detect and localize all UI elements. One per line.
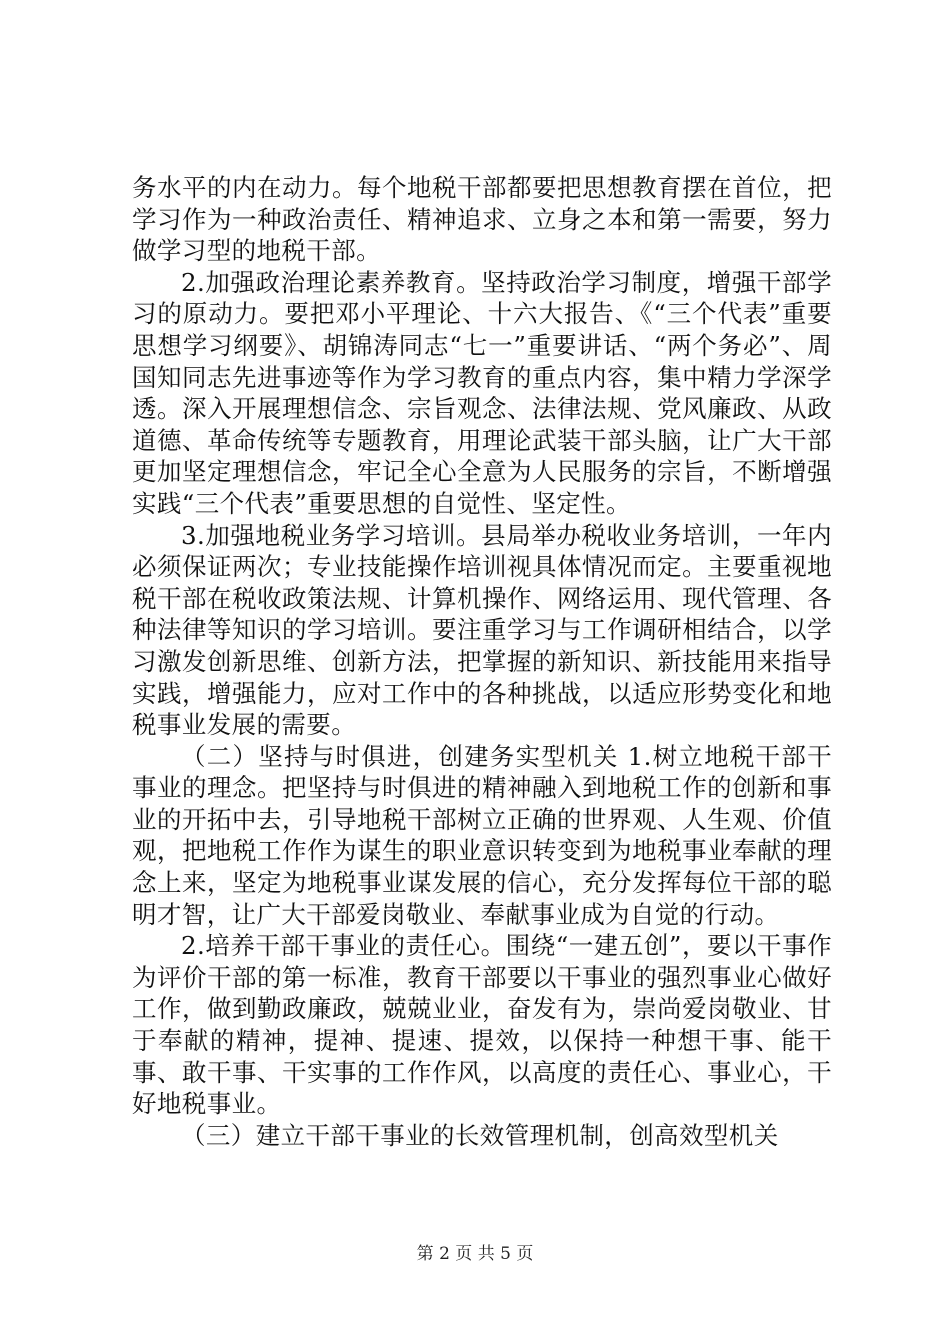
paragraph-political-theory: 2.加强政治理论素养教育。坚持政治学习制度，增强干部学习的原动力。要把邓小平理论、十六大报告、《“三个代表”重要思想学习纲要》、胡锦涛同志“七一”重要讲话、“两个务必”、周国知同志先进事迹等作为学习教育的重点内容，集中精力学深学透。深入开展理想信念、宗旨观念、法律法规、党风廉政、从政道德、革命传统等专题教育，用理论武装干部头脑，让广大干部更加坚定理想信念，牢记全心全意为人民服务的宗旨，不断增强实践“三个代表”重要思想的自觉性、坚定性。 (132, 267, 832, 518)
paragraph-business-training: 3.加强地税业务学习培训。县局举办税收业务培训，一年内必须保证两次；专业技能操作培训视具体情况而定。主要重视地税干部在税收政策法规、计算机操作、网络运用、现代管理、各种法律等知识的学习培训。要注重学习与工作调研相结合，以学习激发创新思维、创新方法，把掌握的新知识、新技能用来指导实践，增强能力，应对工作中的各种挑战，以适应形势变化和地税事业发展的需要。 (132, 520, 832, 740)
paragraph-continuation: 务水平的内在动力。每个地税干部都要把思想教育摆在首位，把学习作为一种政治责任、精神追求、立身之本和第一需要，努力做学习型的地税干部。 (132, 173, 832, 266)
page-number-footer: 第 2 页 共 5 页 (416, 1244, 534, 1264)
document-body (132, 172, 832, 1151)
paragraph-section-three-heading: （三）建立干部干事业的长效管理机制，创高效型机关 (181, 1120, 779, 1150)
paragraph-responsibility: 2.培养干部干事业的责任心。围绕“一建五创”，要以干事作为评价干部的第一标准，教育干部要以干事业的强烈事业心做好工作，做到勤政廉政，兢兢业业，奋发有为，崇尚爱岗敬业、甘于奉献的精神，提神、提速、提效，以保持一种想干事、能干事、敢干事、干实事的工作作风，以高度的责任心、事业心，干好地税事业。 (132, 931, 832, 1119)
paragraph-section-two: （二）坚持与时俱进，创建务实型机关 1.树立地税干部干事业的理念。把坚持与时俱进的精神融入到地税工作的创新和事业的开拓中去，引导地税干部树立正确的世界观、人生观、价值观，把地税工作作为谋生的职业意识转变到为地税事业奉献的理念上来，坚定为地税事业谋发展的信心，充分发挥每位干部的聪明才智，让广大干部爱岗敬业、奉献事业成为自觉的行动。 (132, 741, 832, 929)
